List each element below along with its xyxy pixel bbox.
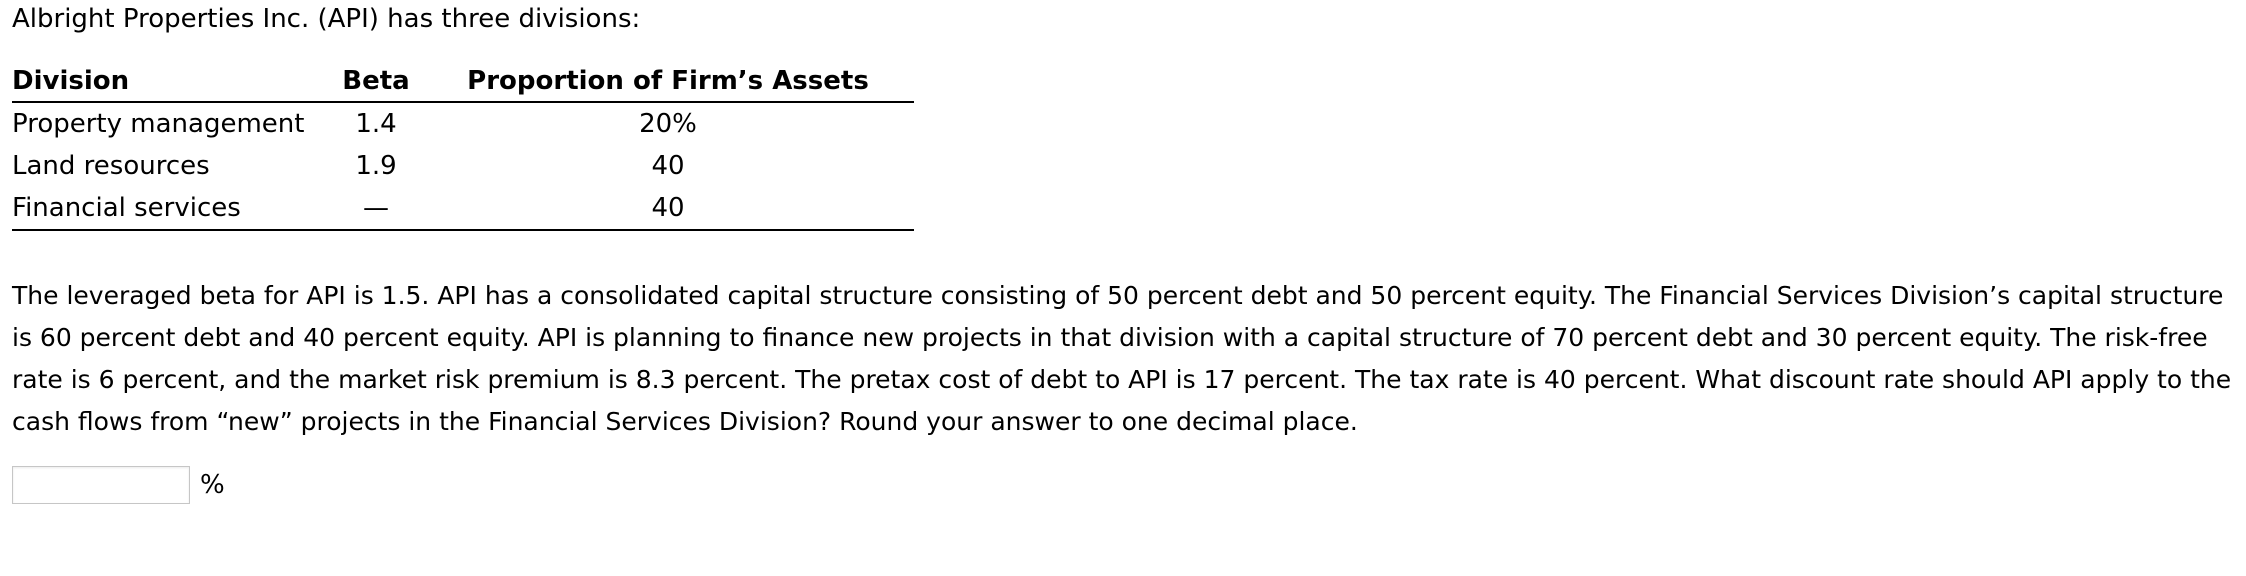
proportion-cell: 40: [422, 187, 914, 230]
answer-row: [12, 466, 225, 504]
beta-cell: 1.4: [355, 109, 397, 139]
beta-cell: —: [330, 187, 422, 230]
table-row: [12, 187, 914, 230]
answer-input[interactable]: [12, 466, 190, 504]
division-cell: Land resources: [12, 151, 210, 181]
table-header-row: [12, 61, 914, 102]
header-beta: Beta: [330, 61, 422, 102]
percent-unit: %: [200, 470, 225, 500]
division-cell: Financial services: [12, 187, 330, 230]
division-cell: Property management: [12, 109, 305, 139]
header-proportion: Proportion of Firm’s Assets: [422, 61, 914, 102]
divisions-table: [12, 61, 914, 231]
question-text: The leveraged beta for API is 1.5. API has a consolidated capital structure consisting of 50 percent debt and 50 percent equity. The Financial Services Division’s capital structure is 60 percent debt and 40 percent equity. API is planning to finance new projects in that division with a capital structure of 70 percent debt and 30 percent equity. The risk-free rate is 6 percent, and the market risk premium is 8.3 percent. The pretax cost of debt to API is 17 percent. The tax rate is 40 percent. What discount rate should API apply to the cash flows from “new” projects in the Financial Services Division? Round your answer to one decimal place.: [12, 281, 2232, 436]
table-row: [12, 145, 914, 187]
header-division: Division: [12, 61, 330, 102]
proportion-cell: 20%: [639, 109, 697, 139]
intro-text: Albright Properties Inc. (API) has three divisions:: [12, 4, 641, 34]
table-row: [12, 102, 914, 145]
beta-cell: 1.9: [355, 151, 397, 181]
proportion-cell: 40: [651, 151, 685, 181]
